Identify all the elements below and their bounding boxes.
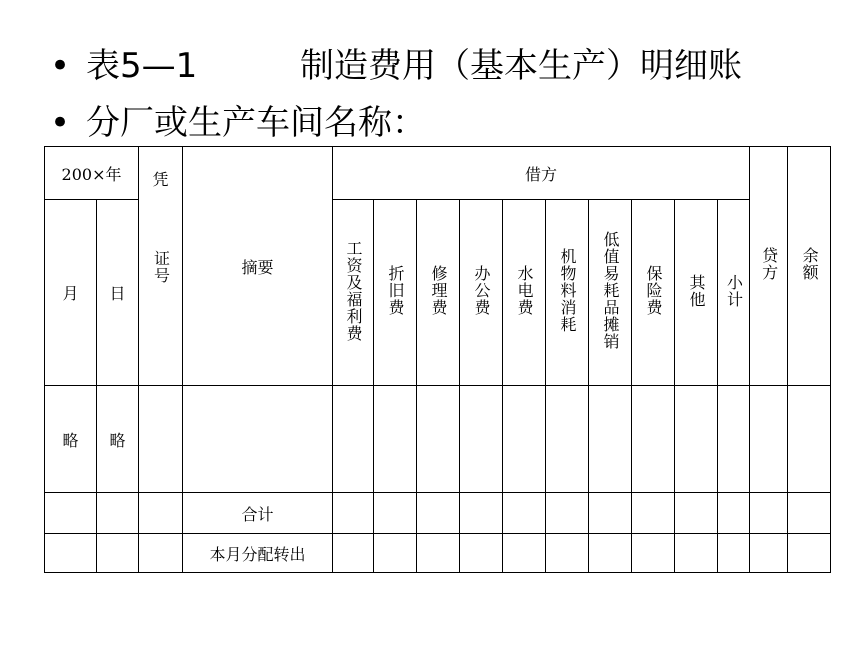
empty-cell [417,493,460,534]
debit-col-materials: 机物料消耗 [546,200,589,386]
empty-cell [139,386,183,493]
table-row [45,386,831,493]
empty-cell [632,386,675,493]
empty-cell [675,386,718,493]
empty-cell [788,493,831,534]
empty-cell [718,534,750,573]
empty-cell [460,493,503,534]
empty-cell [417,386,460,493]
empty-cell [374,493,417,534]
empty-cell [97,534,139,573]
debit-col-wages: 工资及福利费 [333,200,374,386]
empty-cell [718,493,750,534]
ledger-table [44,146,831,573]
empty-cell [460,534,503,573]
debit-col-insurance: 保险费 [632,200,675,386]
empty-cell [788,534,831,573]
empty-cell [788,386,831,493]
empty-cell [589,386,632,493]
empty-cell [417,534,460,573]
year-header: 200×年 [45,147,139,200]
transfer-label: 本月分配转出 [183,534,333,573]
debit-header: 借方 [333,147,750,200]
row-day-cell: 略 [97,386,139,493]
voucher-bottom-label: 证号 [151,250,171,284]
row-month-cell: 略 [45,386,97,493]
balance-header: 余额 [788,147,831,386]
debit-col-subtotal: 小计 [718,200,750,386]
empty-cell [460,386,503,493]
ledger-table-wrapper [44,146,830,573]
month-header: 月 [45,200,97,386]
empty-cell [333,386,374,493]
debit-col-repair: 修理费 [417,200,460,386]
table-title: 制造费用（基本生产）明细账 [300,46,742,86]
empty-cell [139,493,183,534]
table-number: 表5—1 [86,46,198,86]
empty-cell [632,493,675,534]
empty-cell [503,534,546,573]
bullet-dot: • [50,46,71,86]
debit-col-utilities: 水电费 [503,200,546,386]
debit-col-other: 其他 [675,200,718,386]
empty-cell [45,534,97,573]
empty-cell [139,534,183,573]
empty-cell [546,493,589,534]
voucher-header [139,147,183,386]
debit-col-low-value-items: 低值易耗品摊销 [589,200,632,386]
table-row [45,534,831,573]
empty-cell [750,534,788,573]
empty-cell [718,386,750,493]
empty-cell [750,386,788,493]
day-header: 日 [97,200,139,386]
debit-col-office: 办公费 [460,200,503,386]
empty-cell [675,493,718,534]
empty-cell [503,386,546,493]
workshop-name-label: 分厂或生产车间名称： [86,103,426,143]
empty-cell [333,534,374,573]
empty-cell [750,493,788,534]
empty-cell [675,534,718,573]
summary-header: 摘要 [183,147,333,386]
empty-cell [97,493,139,534]
empty-cell [183,386,333,493]
credit-header: 贷方 [750,147,788,386]
empty-cell [589,493,632,534]
empty-cell [546,386,589,493]
empty-cell [333,493,374,534]
empty-cell [503,493,546,534]
empty-cell [374,386,417,493]
bullet-dot: • [50,103,71,143]
empty-cell [546,534,589,573]
debit-col-depreciation: 折旧费 [374,200,417,386]
empty-cell [589,534,632,573]
voucher-top-label: 凭 [152,170,169,189]
empty-cell [45,493,97,534]
empty-cell [374,534,417,573]
total-label: 合计 [183,493,333,534]
table-row [45,493,831,534]
empty-cell [632,534,675,573]
